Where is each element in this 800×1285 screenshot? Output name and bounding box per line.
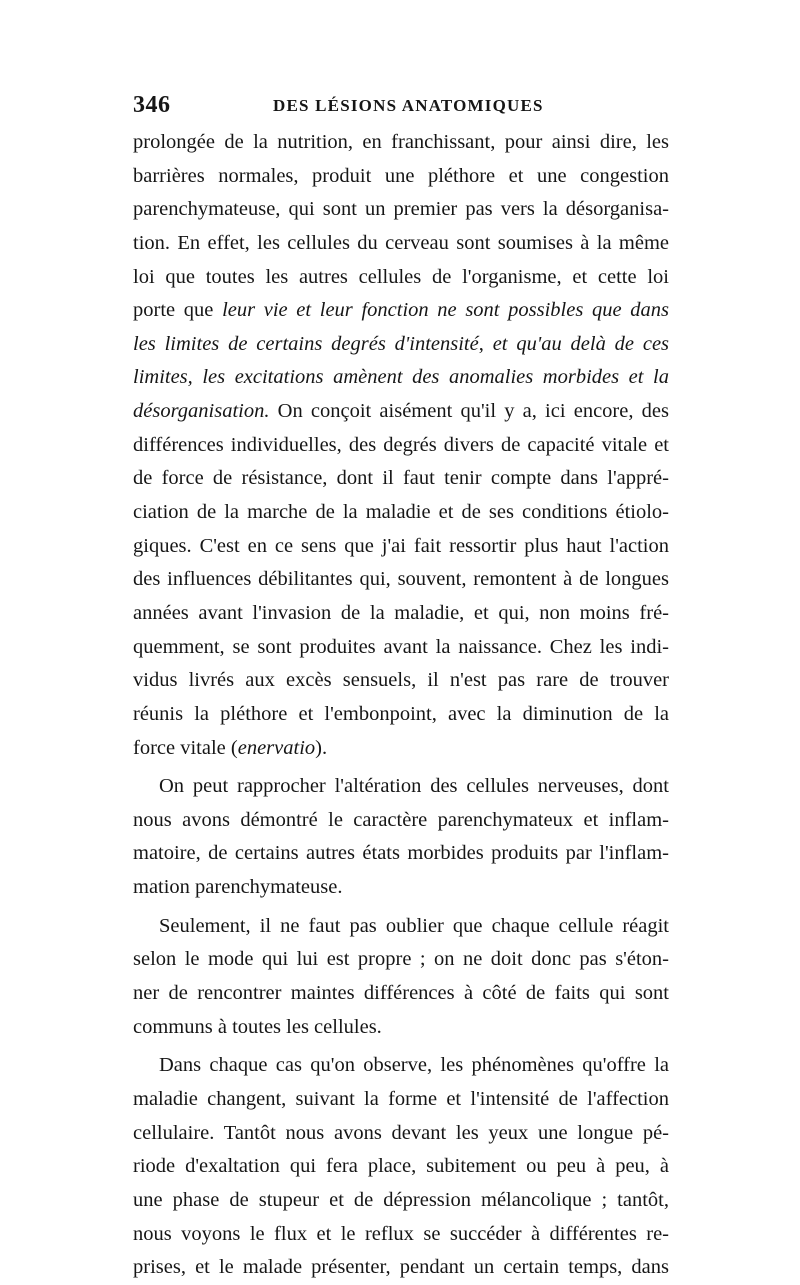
paragraph bbox=[133, 126, 669, 765]
text-line bbox=[133, 227, 669, 261]
text-run: loi que toutes les autres cellules de l'organisme, et cette loi bbox=[133, 265, 669, 288]
text-line bbox=[133, 126, 669, 160]
text-run: réunis la pléthore et l'embonpoint, avec la diminution de la bbox=[133, 702, 669, 725]
text-run: force vitale ( bbox=[133, 736, 238, 759]
text-line bbox=[133, 1117, 669, 1151]
italic-text: désorganisation. bbox=[133, 400, 270, 423]
text-line bbox=[133, 664, 669, 698]
text-run: Seulement, il ne faut pas oublier que chaque cellule réagit bbox=[159, 914, 669, 937]
paragraph bbox=[133, 1049, 669, 1284]
text-line bbox=[133, 462, 669, 496]
italic-text: leur vie et leur fonction ne sont possibles que dans bbox=[222, 299, 669, 322]
text-line bbox=[133, 1011, 669, 1045]
text-run: ). bbox=[315, 736, 328, 759]
paragraph bbox=[133, 770, 669, 905]
text-line bbox=[133, 361, 669, 395]
text-run: nous voyons le flux et le reflux se succéder à différentes re- bbox=[133, 1222, 669, 1245]
paragraph bbox=[133, 910, 669, 1045]
text-run: , bbox=[478, 332, 493, 355]
text-run: différences individuelles, des degrés divers de capacité vitale et bbox=[133, 433, 669, 456]
text-run: des influences débilitantes qui, souvent, remontent à de longues bbox=[133, 568, 669, 591]
text-run: barrières normales, produit une pléthore et une congestion bbox=[133, 164, 669, 187]
text-line bbox=[133, 597, 669, 631]
text-line bbox=[133, 530, 669, 564]
text-run: communs à toutes les cellules. bbox=[133, 1015, 382, 1038]
text-line bbox=[133, 1184, 669, 1218]
text-run: une phase de stupeur et de dépression mélancolique ; tantôt, bbox=[133, 1188, 669, 1211]
text-run: parenchymateuse, qui sont un premier pas vers la désorganisa- bbox=[133, 198, 669, 221]
text-run: selon le mode qui lui est propre ; on ne doit donc pas s'éton- bbox=[133, 948, 669, 971]
text-line bbox=[133, 1218, 669, 1252]
text-line bbox=[133, 294, 669, 328]
text-line bbox=[133, 871, 669, 905]
text-line bbox=[133, 193, 669, 227]
text-run: vidus livrés aux excès sensuels, il n'est pas rare de trouver bbox=[133, 669, 669, 692]
text-run: mation parenchymateuse. bbox=[133, 876, 343, 899]
running-title: DES LÉSIONS ANATOMIQUES bbox=[273, 96, 544, 115]
text-line bbox=[133, 770, 669, 804]
text-line bbox=[133, 429, 669, 463]
text-run: quemment, se sont produites avant la naissance. Chez les indi- bbox=[133, 635, 669, 658]
text-line bbox=[133, 563, 669, 597]
text-run: prolongée de la nutrition, en franchissant, pour ainsi dire, les bbox=[133, 131, 669, 153]
running-head bbox=[133, 92, 669, 120]
page-number: 346 bbox=[133, 92, 171, 118]
text-line bbox=[133, 698, 669, 732]
text-line bbox=[133, 496, 669, 530]
text-run: maladie changent, suivant la forme et l'intensité de l'affection bbox=[133, 1087, 669, 1110]
text-run: porte que bbox=[133, 299, 223, 322]
text-run: ner de rencontrer maintes différences à côté de faits qui sont bbox=[133, 982, 669, 1005]
italic-text: et qu'au delà de ces bbox=[492, 332, 669, 355]
text-line bbox=[133, 1251, 669, 1285]
text-run: prises, et le malade présenter, pendant un certain temps, dans bbox=[133, 1256, 669, 1279]
text-line bbox=[133, 328, 669, 362]
text-line bbox=[133, 1083, 669, 1117]
italic-text: les limites de certains degrés d'intensité bbox=[133, 332, 479, 355]
text-line bbox=[133, 631, 669, 665]
text-run: de force de résistance, dont il faut tenir compte dans l'appré- bbox=[133, 467, 669, 490]
text-run: tion. En effet, les cellules du cerveau sont soumises à la même bbox=[133, 231, 669, 254]
text-run: giques. C'est en ce sens que j'ai fait ressortir plus haut l'action bbox=[133, 534, 669, 557]
text-line bbox=[133, 1150, 669, 1184]
text-run: nous avons démontré le caractère parenchymateux et inflam- bbox=[133, 808, 669, 831]
text-line bbox=[133, 837, 669, 871]
italic-text: limites, les excitations amènent des anomalies morbides et la bbox=[133, 366, 669, 389]
italic-text: enervatio bbox=[237, 736, 316, 759]
body-text bbox=[133, 126, 669, 1285]
text-run: riode d'exaltation qui fera place, subitement ou peu à peu, à bbox=[133, 1155, 669, 1178]
text-run: ciation de la marche de la maladie et de ses conditions étiolo- bbox=[133, 501, 669, 524]
text-line bbox=[133, 1049, 669, 1083]
text-run: matoire, de certains autres états morbides produits par l'inflam- bbox=[133, 842, 669, 865]
text-run: Dans chaque cas qu'on observe, les phénomènes qu'offre la bbox=[159, 1054, 669, 1077]
text-line bbox=[133, 910, 669, 944]
text-line bbox=[133, 395, 669, 429]
text-line bbox=[133, 160, 669, 194]
text-line bbox=[133, 943, 669, 977]
text-run: On peut rapprocher l'altération des cellules nerveuses, dont bbox=[159, 775, 669, 798]
text-line bbox=[133, 261, 669, 295]
text-run: années avant l'invasion de la maladie, et qui, non moins fré- bbox=[133, 601, 669, 624]
text-line bbox=[133, 732, 669, 766]
text-run: On conçoit aisément qu'il y a, ici encore, des bbox=[269, 400, 669, 423]
text-run: cellulaire. Tantôt nous avons devant les yeux une longue pé- bbox=[133, 1121, 669, 1144]
text-line bbox=[133, 804, 669, 838]
text-line bbox=[133, 977, 669, 1011]
